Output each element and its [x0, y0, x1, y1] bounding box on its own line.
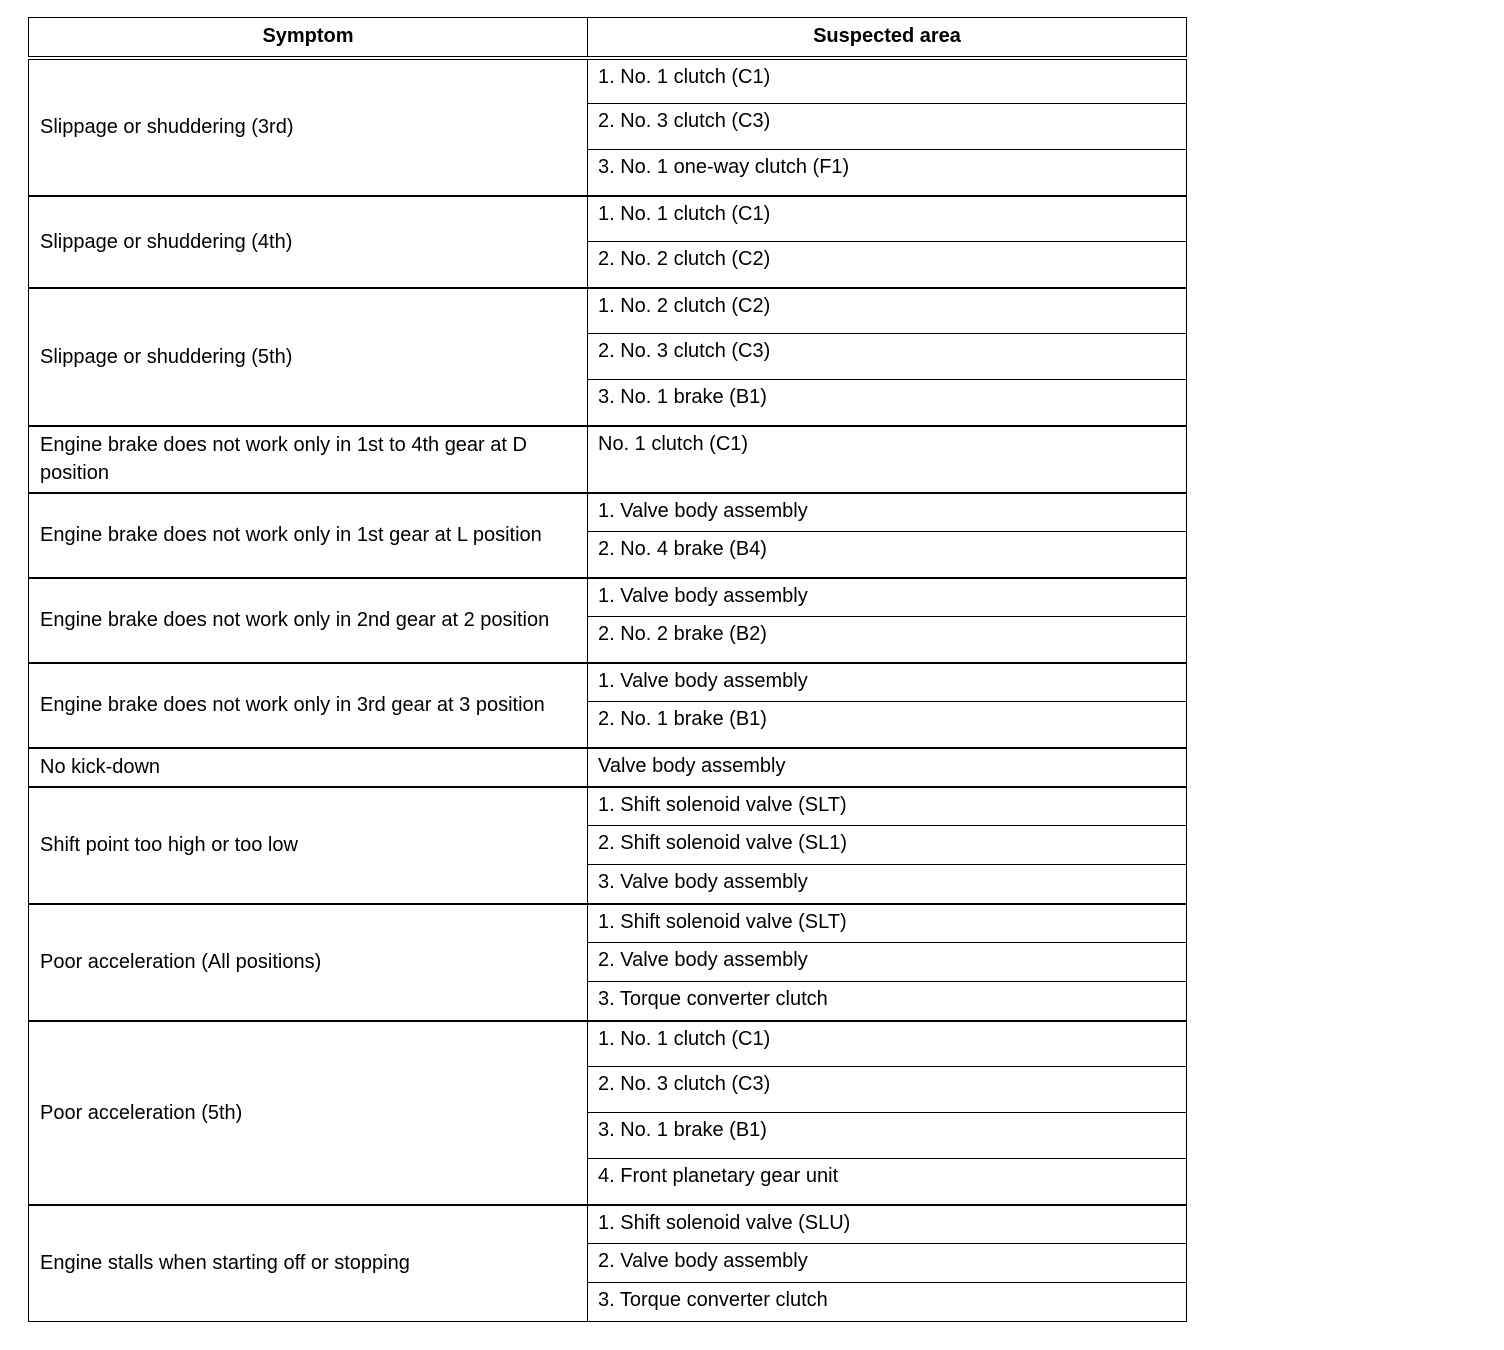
suspected-area-cell: 1. Shift solenoid valve (SLU) [588, 1205, 1187, 1244]
table-row [29, 426, 1187, 493]
suspected-area-column-header: Suspected area [588, 18, 1187, 58]
symptom-column-header: Symptom [29, 18, 588, 58]
symptom-cell: Engine brake does not work only in 3rd gear at 3 position [29, 663, 588, 748]
symptom-cell: No kick-down [29, 748, 588, 787]
table-row [29, 58, 1187, 104]
table-row [29, 196, 1187, 242]
symptom-cell: Slippage or shuddering (4th) [29, 196, 588, 288]
header-row [29, 18, 1187, 58]
suspected-area-cell: 2. Shift solenoid valve (SL1) [588, 826, 1187, 865]
symptom-cell: Slippage or shuddering (5th) [29, 288, 588, 426]
suspected-area-cell: 1. Shift solenoid valve (SLT) [588, 787, 1187, 826]
suspected-area-cell: 2. No. 3 clutch (C3) [588, 334, 1187, 380]
table-row [29, 663, 1187, 702]
suspected-area-cell: 2. No. 1 brake (B1) [588, 702, 1187, 748]
symptom-cell: Shift point too high or too low [29, 787, 588, 904]
suspected-area-cell: 2. No. 2 clutch (C2) [588, 242, 1187, 288]
suspected-area-cell: 3. Torque converter clutch [588, 1283, 1187, 1322]
suspected-area-cell: Valve body assembly [588, 748, 1187, 787]
symptom-cell: Engine brake does not work only in 1st gear at L position [29, 493, 588, 578]
suspected-area-cell: 1. Valve body assembly [588, 493, 1187, 532]
suspected-area-cell: 1. No. 1 clutch (C1) [588, 196, 1187, 242]
suspected-area-cell: 3. No. 1 brake (B1) [588, 1113, 1187, 1159]
table-row [29, 1205, 1187, 1244]
suspected-area-cell: No. 1 clutch (C1) [588, 426, 1187, 493]
table-row [29, 493, 1187, 532]
suspected-area-cell: 3. Valve body assembly [588, 865, 1187, 904]
symptom-cell: Engine stalls when starting off or stopping [29, 1205, 588, 1322]
table-row [29, 748, 1187, 787]
table-body [29, 58, 1187, 1322]
suspected-area-cell: 1. No. 1 clutch (C1) [588, 1021, 1187, 1067]
suspected-area-cell: 4. Front planetary gear unit [588, 1159, 1187, 1205]
table-row [29, 288, 1187, 334]
suspected-area-cell: 3. No. 1 brake (B1) [588, 380, 1187, 426]
suspected-area-cell: 2. No. 4 brake (B4) [588, 532, 1187, 578]
table-row [29, 1021, 1187, 1067]
suspected-area-cell: 1. Shift solenoid valve (SLT) [588, 904, 1187, 943]
suspected-area-cell: 3. No. 1 one-way clutch (F1) [588, 150, 1187, 196]
suspected-area-cell: 1. Valve body assembly [588, 578, 1187, 617]
suspected-area-cell: 2. No. 2 brake (B2) [588, 617, 1187, 663]
symptom-cell: Engine brake does not work only in 1st to 4th gear at D position [29, 426, 588, 493]
trouble-table [28, 17, 1187, 1322]
symptom-cell: Poor acceleration (All positions) [29, 904, 588, 1021]
suspected-area-cell: 1. No. 2 clutch (C2) [588, 288, 1187, 334]
suspected-area-cell: 1. No. 1 clutch (C1) [588, 58, 1187, 104]
suspected-area-cell: 1. Valve body assembly [588, 663, 1187, 702]
table-header [29, 18, 1187, 58]
symptom-cell: Slippage or shuddering (3rd) [29, 58, 588, 196]
suspected-area-cell: 2. Valve body assembly [588, 943, 1187, 982]
suspected-area-cell: 2. No. 3 clutch (C3) [588, 104, 1187, 150]
table-row [29, 787, 1187, 826]
suspected-area-cell: 2. Valve body assembly [588, 1244, 1187, 1283]
symptom-cell: Engine brake does not work only in 2nd gear at 2 position [29, 578, 588, 663]
table-row [29, 904, 1187, 943]
symptom-cell: Poor acceleration (5th) [29, 1021, 588, 1205]
suspected-area-cell: 2. No. 3 clutch (C3) [588, 1067, 1187, 1113]
suspected-area-cell: 3. Torque converter clutch [588, 982, 1187, 1021]
table-row [29, 578, 1187, 617]
